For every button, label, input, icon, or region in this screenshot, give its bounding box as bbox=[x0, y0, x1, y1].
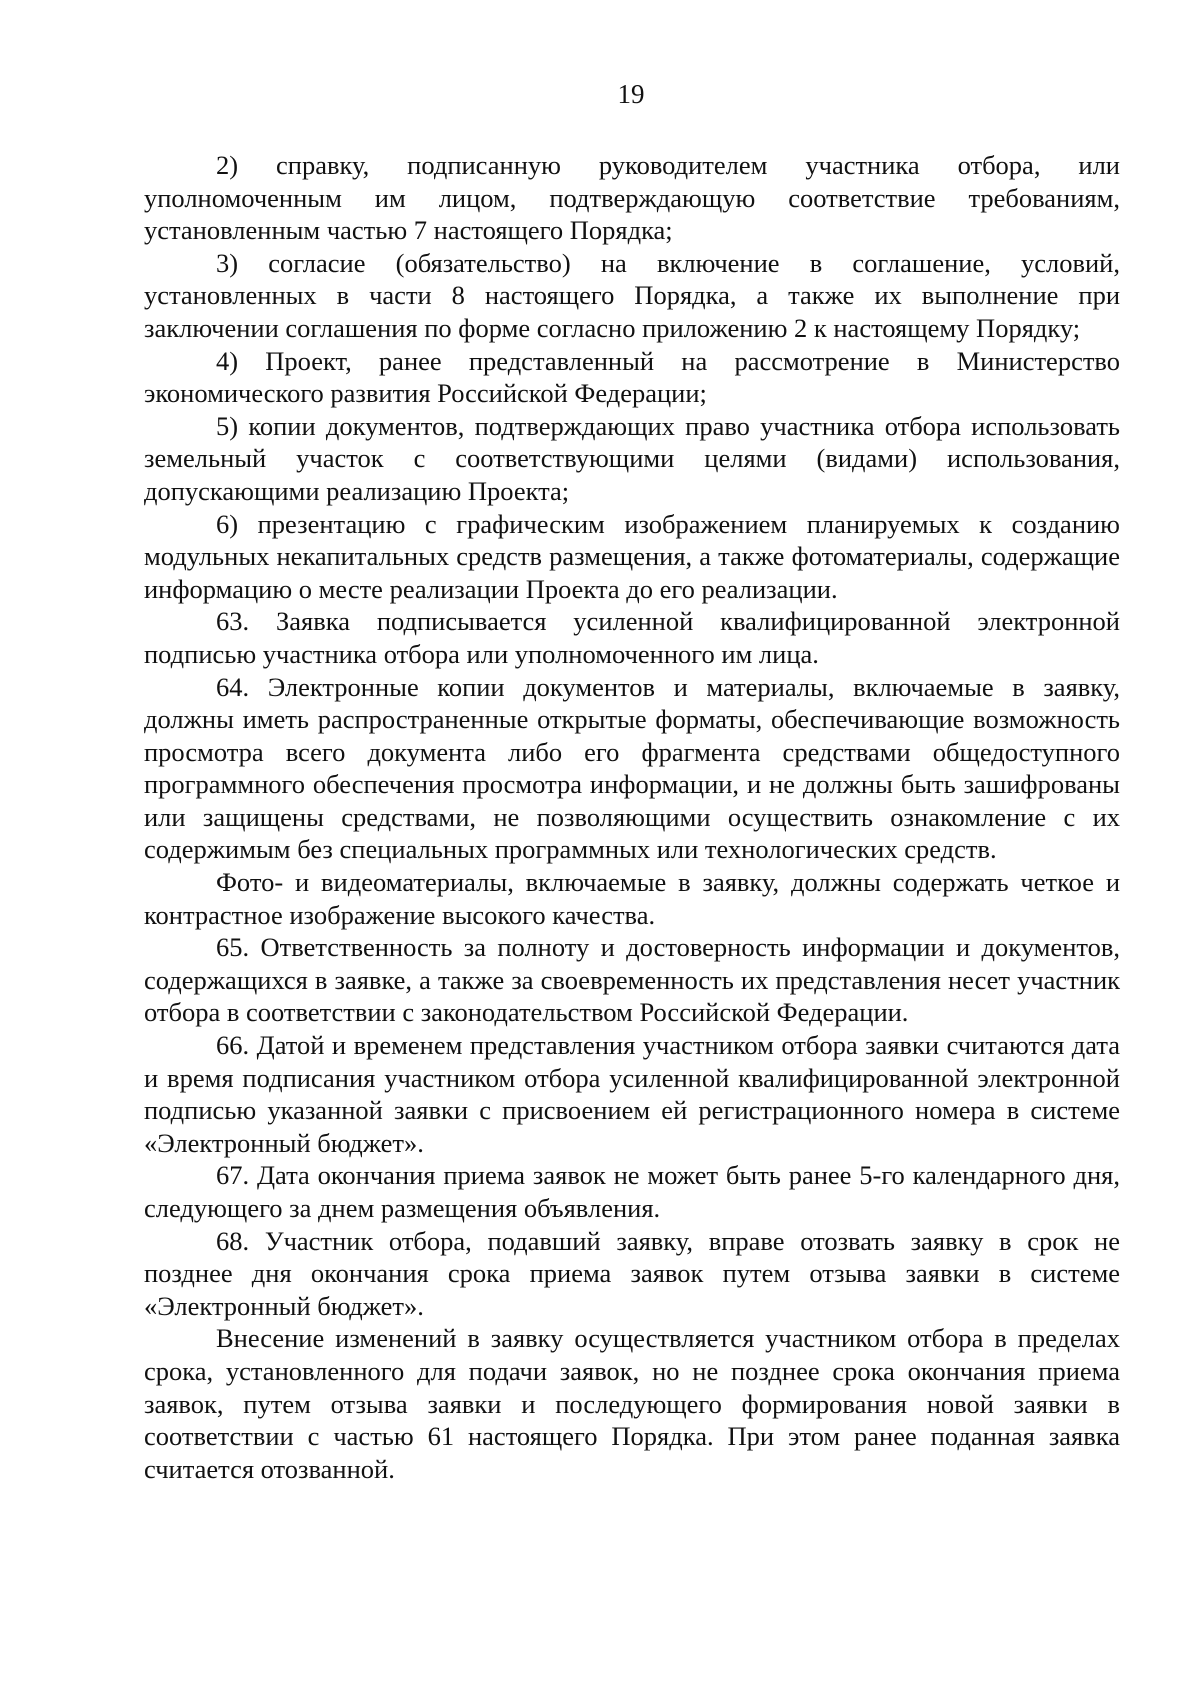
paragraph-item-6-presentation: 6) презентацию с графическим изображением планируемых к созданию модульных некапитальных средств размещения, а также фотоматериалы, содержащие информацию о месте реализации Проекта до его реализации. bbox=[144, 508, 1120, 604]
paragraph-item-2-certificate: 2) справку, подписанную руководителем участника отбора, или уполномоченным им лицом, подтверждающую соответствие требованиям, установленным частью 7 настоящего Порядка; bbox=[144, 150, 1120, 246]
paragraph-64-electronic-copies: 64. Электронные копии документов и материалы, включаемые в заявку, должны иметь распространенные открытые форматы, обеспечивающие возможность просмотра всего документа либо его фрагмента средствами общедоступного программного обеспечения просмотра информации, и не должны быть зашифрованы или защищены средствами, не позволяющими осуществить ознакомление с их содержимым без специальных программных или технологических средств. bbox=[144, 671, 1120, 865]
paragraph-63-signature: 63. Заявка подписывается усиленной квалифицированной электронной подписью участника отбора или уполномоченного им лица. bbox=[144, 606, 1120, 669]
paragraph-item-5-land-documents: 5) копии документов, подтверждающих право участника отбора использовать земельный участок с соответствующими целями (видами) использования, допускающими реализацию Проекта; bbox=[144, 410, 1120, 506]
paragraph-67-deadline: 67. Дата окончания приема заявок не может быть ранее 5-го календарного дня, следующего за днем размещения объявления. bbox=[144, 1160, 1120, 1223]
paragraph-item-4-project: 4) Проект, ранее представленный на рассмотрение в Министерство экономического развития Российской Федерации; bbox=[144, 345, 1120, 409]
paragraph-68-withdrawal: 68. Участник отбора, подавший заявку, вправе отозвать заявку в срок не позднее дня окончания срока приема заявок путем отзыва заявки в системе «Электронный бюджет». bbox=[144, 1225, 1120, 1321]
paragraph-68-amendments: Внесение изменений в заявку осуществляется участником отбора в пределах срока, установленного для подачи заявок, но не позднее срока окончания приема заявок, путем отзыва заявки и последующего формирования новой заявки в соответствии с частью 61 настоящего Порядка. При этом ранее поданная заявка считается отозванной. bbox=[144, 1323, 1120, 1484]
document-body bbox=[144, 149, 1120, 1485]
paragraph-65-responsibility: 65. Ответственность за полноту и достоверность информации и документов, содержащихся в заявке, а также за своевременность их представления несет участник отбора в соответствии с законодательством Российской Федерации. bbox=[144, 932, 1120, 1028]
paragraph-66-submission-date: 66. Датой и временем представления участником отбора заявки считаются дата и время подписания участником отбора усиленной квалифицированной электронной подписью указанной заявки с присвоением ей регистрационного номера в системе «Электронный бюджет». bbox=[144, 1030, 1120, 1158]
paragraph-64-photo-video: Фото- и видеоматериалы, включаемые в заявку, должны содержать четкое и контрастное изображение высокого качества. bbox=[144, 867, 1120, 930]
paragraph-item-3-consent: 3) согласие (обязательство) на включение в соглашение, условий, установленных в части 8 настоящего Порядка, а также их выполнение при заключении соглашения по форме согласно приложению 2 к настоящему Порядку; bbox=[144, 247, 1120, 343]
page-number: 19 bbox=[617, 79, 645, 109]
